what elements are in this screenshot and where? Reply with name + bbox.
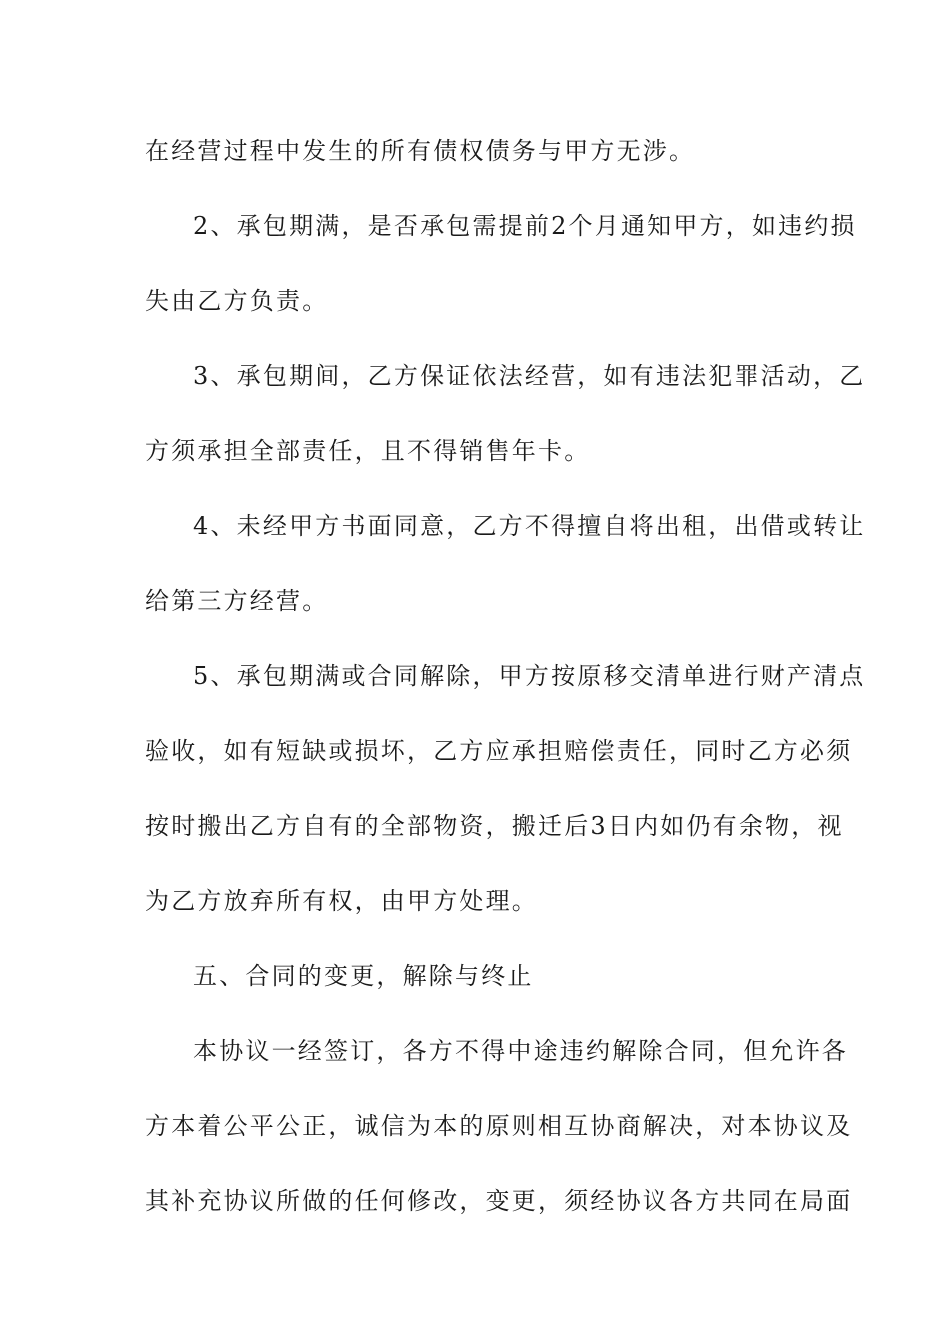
text-line-1: 在经营过程中发生的所有债权债务与甲方无涉。 <box>145 137 696 165</box>
text-line-8: 5、承包期满或合同解除，甲方按原移交清单进行财产清点 <box>193 662 866 690</box>
text-line-7: 给第三方经营。 <box>145 587 329 615</box>
text-line-13: 本协议一经签订，各方不得中途违约解除合同，但允许各 <box>193 1037 848 1065</box>
text-line-11: 为乙方放弃所有权，由甲方处理。 <box>145 887 538 915</box>
section-heading: 五、合同的变更，解除与终止 <box>193 962 534 990</box>
text-line-2: 2、承包期满，是否承包需提前2个月通知甲方，如违约损 <box>193 212 857 240</box>
text-line-15: 其补充协议所做的任何修改，变更，须经协议各方共同在局面 <box>145 1187 853 1215</box>
text-line-3: 失由乙方负责。 <box>145 287 329 315</box>
text-line-4: 3、承包期间，乙方保证依法经营，如有违法犯罪活动，乙 <box>193 362 866 390</box>
text-line-6: 4、未经甲方书面同意，乙方不得擅自将出租，出借或转让 <box>193 512 866 540</box>
text-line-10: 按时搬出乙方自有的全部物资，搬迁后3日内如仍有余物，视 <box>145 812 844 840</box>
text-line-5: 方须承担全部责任，且不得销售年卡。 <box>145 437 591 465</box>
text-line-14: 方本着公平公正，诚信为本的原则相互协商解决，对本协议及 <box>145 1112 853 1140</box>
text-line-9: 验收，如有短缺或损坏，乙方应承担赔偿责任，同时乙方必须 <box>145 737 853 765</box>
